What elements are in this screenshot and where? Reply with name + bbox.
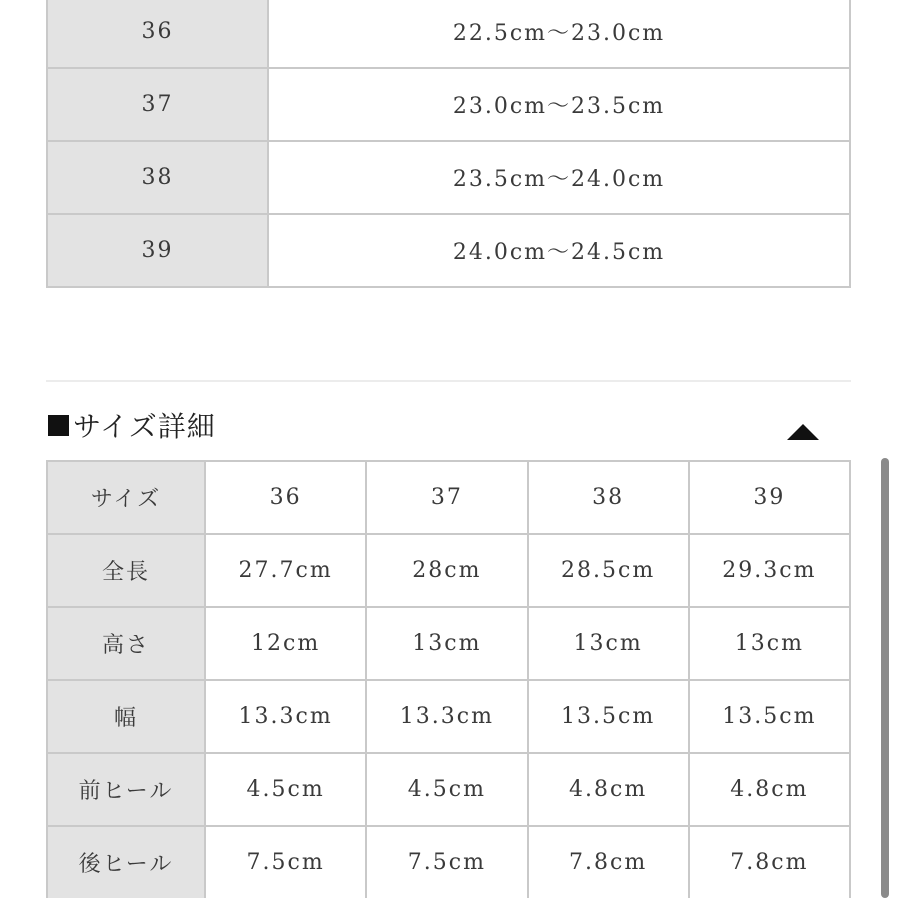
foot-length-cell: 23.0cm〜23.5cm (268, 68, 850, 141)
value-cell: 28.5cm (528, 534, 689, 607)
section-title-text: サイズ詳細 (73, 410, 216, 443)
foot-length-cell: 22.5cm〜23.0cm (268, 0, 850, 68)
section-title (48, 405, 216, 445)
size-cell: 38 (47, 141, 268, 214)
value-cell: 13.3cm (366, 680, 527, 753)
table-row (47, 0, 850, 68)
value-cell: 27.7cm (205, 534, 366, 607)
section-divider (46, 380, 851, 382)
value-cell: 4.8cm (528, 753, 689, 826)
black-square-icon (48, 415, 69, 436)
triangle-up-icon[interactable] (786, 423, 820, 441)
table-row (47, 826, 850, 898)
row-label-cell: 前ヒール (47, 753, 205, 826)
header-size-cell: 37 (366, 461, 527, 534)
scrollbar-thumb[interactable] (881, 458, 889, 898)
header-size-cell: 36 (205, 461, 366, 534)
header-label-cell: サイズ (47, 461, 205, 534)
table-row (47, 680, 850, 753)
size-cell: 36 (47, 0, 268, 68)
value-cell: 13cm (528, 607, 689, 680)
value-cell: 13.5cm (689, 680, 850, 753)
value-cell: 7.8cm (689, 826, 850, 898)
value-cell: 13.3cm (205, 680, 366, 753)
table-row (47, 753, 850, 826)
row-label-cell: 全長 (47, 534, 205, 607)
value-cell: 13cm (689, 607, 850, 680)
row-label-cell: 後ヒール (47, 826, 205, 898)
size-details-table (46, 460, 851, 898)
header-size-cell: 38 (528, 461, 689, 534)
value-cell: 29.3cm (689, 534, 850, 607)
size-conversion-table (46, 0, 851, 288)
table-row (47, 534, 850, 607)
table-row (47, 141, 850, 214)
header-size-cell: 39 (689, 461, 850, 534)
table-row (47, 214, 850, 287)
size-cell: 37 (47, 68, 268, 141)
value-cell: 13cm (366, 607, 527, 680)
size-cell: 39 (47, 214, 268, 287)
value-cell: 7.5cm (205, 826, 366, 898)
table-row (47, 68, 850, 141)
value-cell: 7.8cm (528, 826, 689, 898)
table-row (47, 607, 850, 680)
row-label-cell: 幅 (47, 680, 205, 753)
value-cell: 28cm (366, 534, 527, 607)
foot-length-cell: 24.0cm〜24.5cm (268, 214, 850, 287)
value-cell: 4.5cm (366, 753, 527, 826)
value-cell: 4.5cm (205, 753, 366, 826)
foot-length-cell: 23.5cm〜24.0cm (268, 141, 850, 214)
row-label-cell: 高さ (47, 607, 205, 680)
value-cell: 13.5cm (528, 680, 689, 753)
value-cell: 12cm (205, 607, 366, 680)
table-header-row (47, 461, 850, 534)
value-cell: 7.5cm (366, 826, 527, 898)
value-cell: 4.8cm (689, 753, 850, 826)
